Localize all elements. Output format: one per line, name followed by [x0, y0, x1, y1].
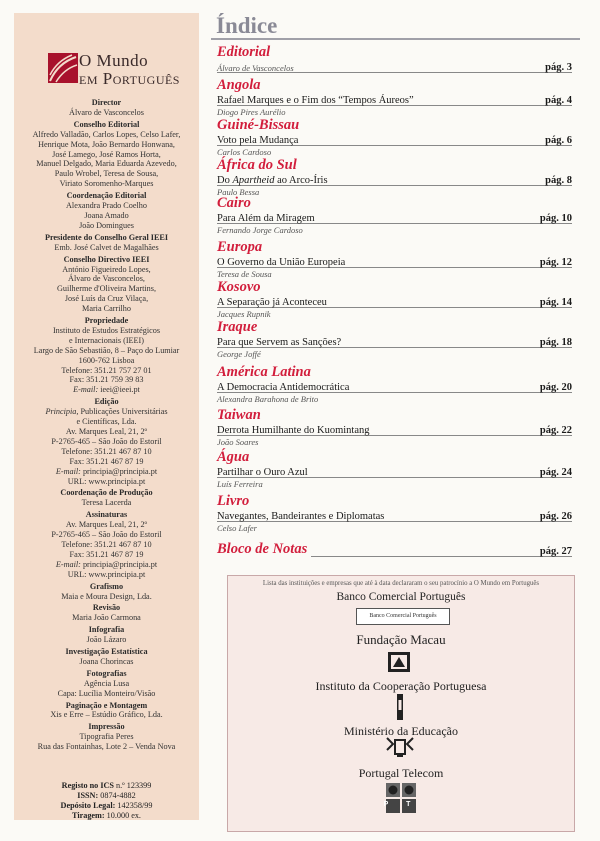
index-title-row: [217, 256, 572, 268]
index-author: Fernando Jorge Cardoso: [217, 225, 303, 235]
masthead-label: E-mail:: [55, 559, 81, 569]
magazine-logo-icon: [48, 53, 78, 83]
masthead-line: Manuel Delgado, Maria Eduarda Azevedo,: [36, 159, 177, 169]
index-title-row: [217, 94, 572, 106]
index-entry[interactable]: [217, 280, 572, 319]
index-section: Europa: [217, 239, 263, 255]
index-title-row: [217, 174, 572, 186]
masthead-line: José Luís da Cruz Vilaça,: [64, 294, 149, 304]
masthead-line: e Científicas, Lda.: [76, 417, 137, 427]
masthead-line: Fax: 351.21 467 87 19: [69, 456, 144, 466]
index-title-row: [217, 336, 572, 348]
index-entry[interactable]: [217, 540, 572, 557]
masthead-heading: Assinaturas: [85, 510, 128, 520]
masthead-label: Principia,: [45, 407, 79, 417]
index-title-row: [217, 212, 572, 224]
masthead-line: Av. Marques Leal, 21, 2º: [65, 520, 148, 530]
index-page: pág. 20: [539, 382, 572, 393]
masthead-line: Telefone: 351.21 467 87 10: [61, 539, 152, 549]
index-page: pág. 6: [545, 135, 572, 146]
masthead-line: Álvaro de Vasconcelos: [69, 107, 144, 117]
index-entry[interactable]: [217, 320, 572, 359]
index-page: pág. 4: [545, 95, 572, 106]
masthead-line: António Figueiredo Lopes,: [62, 264, 151, 274]
sponsor-bcp: Banco Comercial Português: [336, 591, 466, 603]
magazine-title-line2: em Português: [79, 69, 180, 88]
index-section: Editorial: [217, 44, 271, 60]
masthead-line: José Lamego, José Ramos Horta,: [52, 149, 161, 159]
index-article-title: A Democracia Antidemocrática: [217, 382, 350, 393]
index-page: pág. 14: [539, 297, 572, 308]
masthead-label: E-mail:: [55, 466, 81, 476]
masthead-line: Xis e Erre – Estúdio Gráfico, Lda.: [50, 710, 163, 720]
index-author: João Soares: [217, 437, 259, 447]
portugal-telecom-logo-text: P T: [383, 801, 419, 808]
masthead-line: Alfredo Valladão, Carlos Lopes, Celso Lafer,: [32, 129, 181, 139]
cooperacao-logo-icon: [395, 694, 405, 720]
masthead-heading: Presidente do Conselho Geral IEEI: [44, 232, 169, 242]
masthead-line: Teresa Lacerda: [81, 498, 132, 508]
masthead-heading: Conselho Editorial: [73, 119, 140, 129]
index-entry[interactable]: [217, 408, 572, 447]
masthead-panel: [14, 13, 199, 820]
footer-label: Tiragem:: [72, 811, 105, 820]
footer-line: [14, 811, 199, 821]
masthead-line: Maria João Carmona: [72, 613, 141, 623]
masthead-line: Alexandra Prado Coelho: [66, 201, 147, 211]
index-article-title: O Governo da União Europeia: [217, 257, 346, 268]
index-article-title: Para Além da Miragem: [217, 213, 315, 224]
index-article-title: Voto pela Mudança: [217, 135, 299, 146]
masthead-line: [14, 407, 199, 417]
masthead-line: Viriato Soromenho-Marques: [59, 179, 154, 189]
index-page: pág. 26: [539, 511, 572, 522]
index-article-title: [217, 175, 328, 186]
sponsor-telecom: Portugal Telecom: [358, 766, 444, 780]
index-entry[interactable]: [217, 196, 572, 235]
index-article-title: Partilhar o Ouro Azul: [217, 467, 308, 478]
index-article-title: Derrota Humilhante do Kuomintang: [217, 425, 370, 436]
index-entry[interactable]: [217, 158, 572, 197]
sponsor-macau: Fundação Macau: [356, 632, 446, 647]
index-author: Carlos Cardoso: [217, 147, 272, 157]
masthead-line: [14, 385, 199, 395]
index-author: Teresa de Sousa: [217, 269, 272, 279]
masthead-heading: Grafismo: [89, 581, 124, 591]
masthead-heading: Edição: [94, 397, 119, 407]
index-article-title: Rafael Marques e o Fim dos “Tempos Áureos”: [217, 95, 414, 106]
index-section: Taiwan: [217, 407, 261, 423]
masthead-heading: Coordenação Editorial: [66, 191, 147, 201]
index-entry[interactable]: [217, 365, 572, 404]
index-article-title: Navegantes, Bandeirantes e Diplomatas: [217, 511, 385, 522]
masthead-value: ieei@ieei.pt: [98, 385, 140, 395]
masthead-heading: Paginação e Montagem: [65, 700, 148, 710]
index-article-title-part: ao Arco-Íris: [274, 175, 328, 186]
masthead-line: João Domingues: [79, 220, 134, 230]
masthead-line: Agência Lusa: [83, 678, 130, 688]
index-entry[interactable]: [217, 240, 572, 279]
index-title: Índice: [216, 13, 278, 38]
index-section: Iraque: [217, 319, 258, 335]
index-author: Celso Lafer: [217, 523, 257, 533]
sponsor-bcp-logo: Banco Comercial Português: [356, 608, 450, 625]
index-entry[interactable]: [217, 450, 572, 489]
index-entry[interactable]: [217, 494, 572, 533]
index-entry[interactable]: [217, 118, 572, 157]
index-page: pág. 12: [539, 257, 572, 268]
index-author: Álvaro de Vasconcelos: [217, 63, 294, 73]
index-author: Luís Ferreira: [217, 479, 263, 489]
sponsor-educacao: Ministério da Educação: [344, 724, 458, 738]
index-author: Alexandra Barahona de Brito: [217, 394, 319, 404]
portugal-telecom-logo-icon: [386, 783, 416, 813]
masthead-line: Instituto de Estudos Estratégicos: [52, 325, 161, 335]
sponsors-intro: Lista das instituições e empresas que até à data declararam o seu patrocínio a O Mundo em Português: [262, 580, 540, 587]
masthead-line: Maia e Moura Design, Lda.: [61, 591, 152, 601]
index-page: pág. 18: [539, 337, 572, 348]
index-title-row: [217, 466, 572, 478]
masthead-line: [14, 560, 199, 570]
index-section: Kosovo: [217, 279, 261, 295]
masthead-value: principia@principia.pt: [80, 559, 158, 569]
index-title-row: [217, 296, 572, 308]
index-section: Água: [217, 449, 250, 465]
index-section: Livro: [217, 493, 250, 509]
masthead-line: João Lázaro: [86, 635, 127, 645]
sponsors-box: [227, 575, 575, 832]
index-page: pág. 22: [539, 425, 572, 436]
index-section-row: [217, 541, 572, 557]
masthead-line: Telefone: 351.21 757 27 01: [61, 365, 152, 375]
index-section: América Latina: [217, 364, 311, 380]
index-page: pág. 10: [539, 213, 572, 224]
masthead-heading: Revisão: [92, 603, 121, 613]
footer-line: [14, 781, 199, 791]
index-article-title-part: Do: [217, 175, 233, 186]
masthead-line: Largo de São Sebastião, 8 – Paço do Lumiar: [33, 345, 180, 355]
masthead-line: Paulo Wrobel, Teresa de Sousa,: [54, 169, 159, 179]
masthead-heading: Investigação Estatística: [65, 647, 148, 657]
registration-footer: [14, 781, 199, 821]
masthead-line: P-2765-465 – São João do Estoril: [51, 436, 162, 446]
index-author: George Joffé: [217, 349, 261, 359]
masthead-line: 1600-762 Lisboa: [78, 355, 135, 365]
index-page: pág. 27: [539, 546, 572, 557]
masthead-heading: Conselho Directivo IEEI: [63, 254, 150, 264]
ministerio-educacao-logo-icon: [385, 736, 415, 758]
index-page: pág. 24: [539, 467, 572, 478]
index-page: pág. 3: [545, 62, 572, 73]
index-section: Bloco de Notas: [217, 542, 311, 557]
index-entry[interactable]: [217, 78, 572, 117]
masthead-line: Álvaro de Vasconcelos,: [68, 274, 145, 284]
index-title-rule: [211, 38, 580, 40]
magazine-title-line1: O Mundo: [79, 51, 149, 70]
masthead-line: Tipografia Peres: [79, 732, 134, 742]
index-title-row: [217, 510, 572, 522]
index-section: Cairo: [217, 195, 251, 211]
masthead-line: Fax: 351.21 759 39 83: [69, 375, 144, 385]
footer-value: 0874-4882: [98, 791, 136, 800]
masthead-line: Capa: Lucília Monteiro/Visão: [57, 688, 156, 698]
footer-value: 142358/99: [115, 801, 153, 810]
footer-label: Depósito Legal:: [60, 801, 116, 810]
masthead-line: URL: www.principia.pt: [67, 569, 146, 579]
footer-label: Registo no ICS: [61, 781, 114, 790]
footer-value: 10.000 ex.: [104, 811, 141, 820]
index-section: África do Sul: [217, 157, 297, 173]
index-title-row: [217, 381, 572, 393]
sponsor-cooperacao: Instituto da Cooperação Portuguesa: [315, 679, 487, 693]
masthead-line: Maria Carrilho: [82, 304, 131, 314]
masthead-label: E-mail:: [73, 385, 99, 395]
footer-label: ISSN:: [77, 791, 99, 800]
index-article-title: A Separação já Aconteceu: [217, 297, 327, 308]
index-title-row: [217, 424, 572, 436]
index-section: Angola: [217, 77, 261, 93]
masthead-heading: Infografia: [88, 625, 125, 635]
masthead-heading: Director: [91, 98, 122, 107]
masthead-line: Rua das Fontainhas, Lote 2 – Venda Nova: [37, 742, 176, 752]
masthead-value: Publicações Universitárias: [78, 407, 168, 417]
index-article-title-part: Apartheid: [232, 175, 275, 186]
index-author: Jacques Rupnik: [217, 309, 271, 319]
index-author-row: [217, 61, 572, 73]
index-entry[interactable]: [217, 45, 572, 73]
masthead-line: P-2765-465 – São João do Estoril: [51, 530, 162, 540]
footer-value: n.º 123399: [113, 781, 152, 790]
masthead-line: Fax: 351.21 467 87 19: [69, 549, 144, 559]
masthead-credits: [14, 96, 199, 752]
index-page: pág. 8: [545, 175, 572, 186]
masthead-line: e Internacionais (IEEI): [68, 335, 144, 345]
masthead-line: Av. Marques Leal, 21, 2º: [65, 427, 148, 436]
index-author: Diogo Pires Aurélio: [217, 107, 286, 117]
masthead-line: [14, 467, 199, 477]
masthead-heading: Coordenação de Produção: [60, 488, 153, 498]
masthead-line: URL: www.principia.pt: [67, 476, 146, 486]
masthead-line: Emb. José Calvet de Magalhães: [54, 242, 159, 252]
index-article-title: Para que Servem as Sanções?: [217, 337, 342, 348]
masthead-heading: Impressão: [88, 722, 125, 732]
footer-line: [14, 791, 199, 801]
index-section: Guiné-Bissau: [217, 117, 300, 133]
masthead-heading: Propriedade: [84, 316, 129, 326]
masthead-line: Telefone: 351.21 467 87 10: [61, 446, 152, 456]
footer-line: [14, 801, 199, 811]
index-author: Paulo Bessa: [217, 187, 260, 197]
masthead-line: Joana Amado: [84, 210, 129, 220]
masthead-line: Henrique Mota, João Bernardo Honwana,: [38, 139, 175, 149]
masthead-value: principia@principia.pt: [80, 466, 158, 476]
index-title-row: [217, 134, 572, 146]
masthead-heading: Fotografias: [86, 668, 127, 678]
fundacao-macau-logo-icon: [388, 652, 410, 672]
masthead-line: Joana Chorincas: [79, 656, 134, 666]
masthead-line: Guilherme d'Oliveira Martins,: [56, 284, 157, 294]
